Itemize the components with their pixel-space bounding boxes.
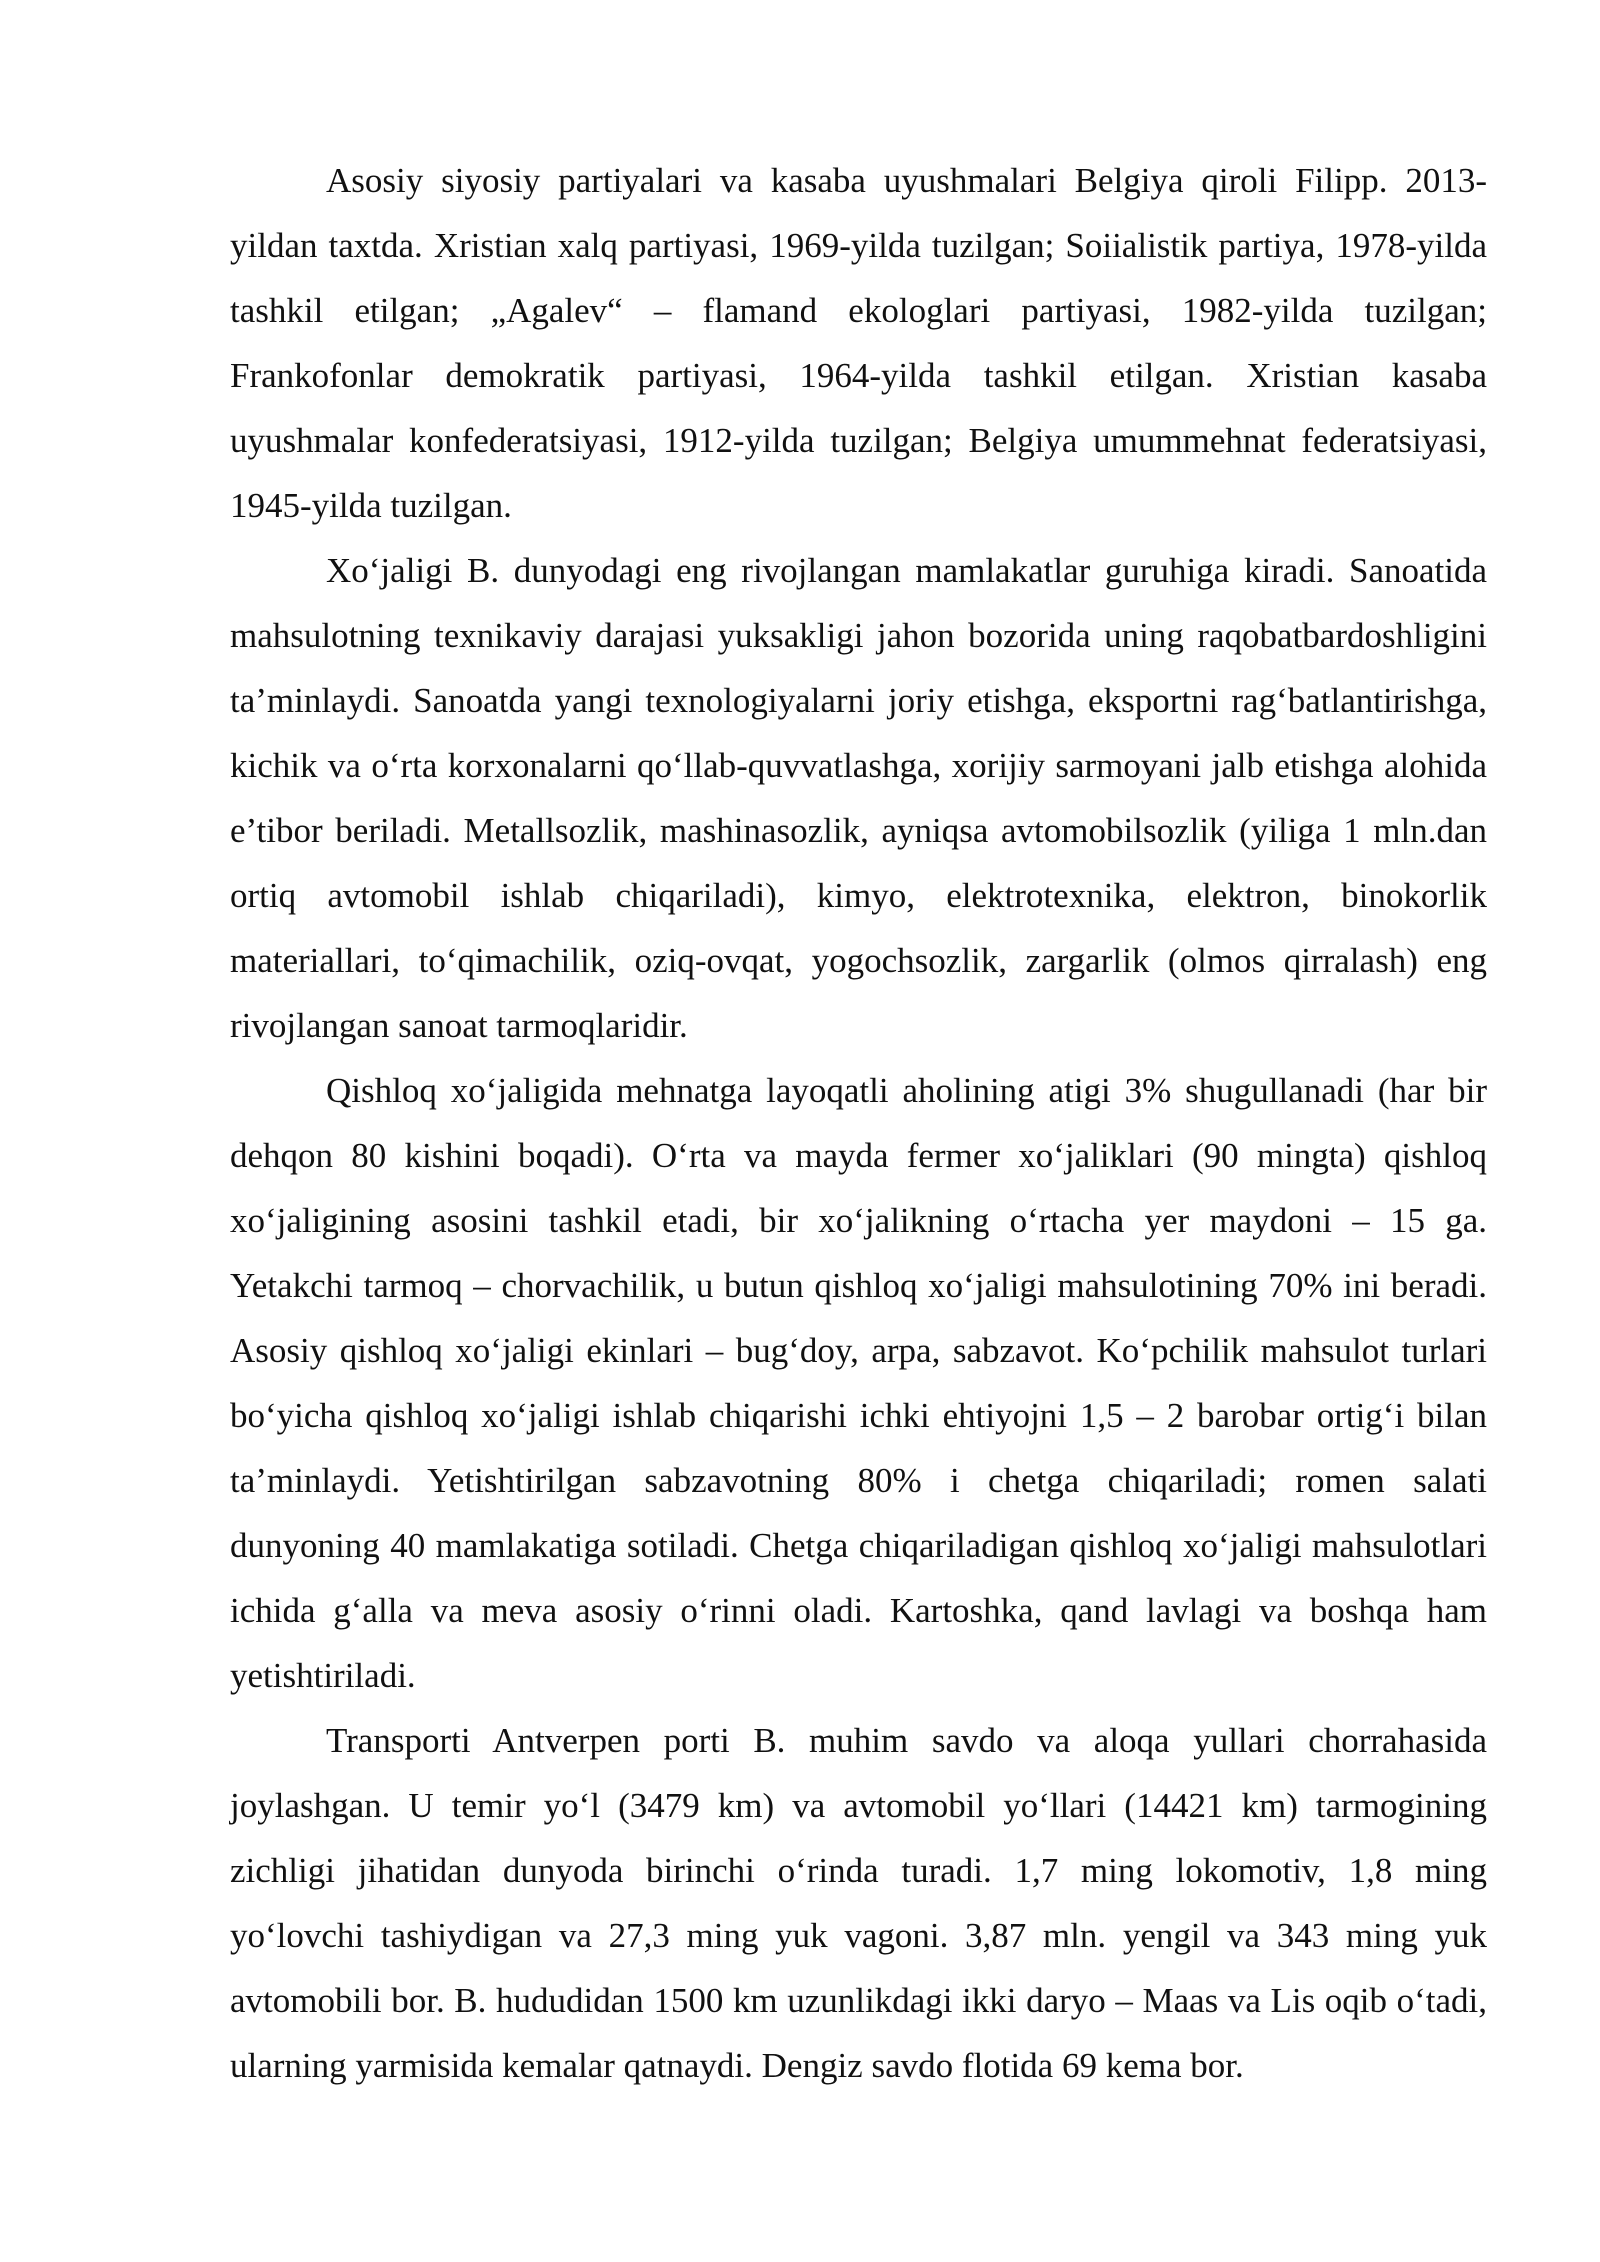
document-page bbox=[230, 148, 1487, 2098]
paragraph-transport: Transporti Antverpen porti B. muhim savdo va aloqa yullari chorrahasida joylashgan. U temir yo‘l (3479 km) va avtomobil yo‘llari (14421 km) tarmogining zichligi jihatidan dunyoda birinchi o‘rinda turadi. 1,7 ming lokomotiv, 1,8 ming yo‘lovchi tashiydigan va 27,3 ming yuk vagoni. 3,87 mln. yengil va 343 ming yuk avtomobili bor. B. hududidan 1500 km uzunlikdagi ikki daryo – Maas va Lis oqib o‘tadi, ularning yarmisida kemalar qatnaydi. Dengiz savdo flotida 69 kema bor. bbox=[230, 1721, 1487, 2085]
paragraph-political-parties: Asosiy siyosiy partiyalari va kasaba uyushmalari Belgiya qiroli Filipp. 2013-yildan taxtda. Xristian xalq partiyasi, 1969-yilda tuzilgan; Soiialistik partiya, 1978-yilda tashkil etilgan; „Agalev“ – flamand ekologlari partiyasi, 1982-yilda tuzilgan; Frankofonlar demokratik partiyasi, 1964-yilda tashkil etilgan. Xristian kasaba uyushmalar konfederatsiyasi, 1912-yilda tuzilgan; Belgiya umummehnat federatsiyasi, 1945-yilda tuzilgan. bbox=[230, 161, 1487, 525]
paragraph-agriculture: Qishloq xo‘jaligida mehnatga layoqatli aholining atigi 3% shugullanadi (har bir dehqon 80 kishini boqadi). O‘rta va mayda fermer xo‘jaliklari (90 mingta) qishloq xo‘jaligining asosini tashkil etadi, bir xo‘jalikning o‘rtacha yer maydoni – 15 ga. Yetakchi tarmoq – chorvachilik, u butun qishloq xo‘jaligi mahsulotining 70% ini beradi. Asosiy qishloq xo‘jaligi ekinlari – bug‘doy, arpa, sabzavot. Ko‘pchilik mahsulot turlari bo‘yicha qishloq xo‘jaligi ishlab chiqarishi ichki ehtiyojni 1,5 – 2 barobar ortig‘i bilan ta’minlaydi. Yetishtirilgan sabzavotning 80% i chetga chiqariladi; romen salati dunyoning 40 mamlakatiga sotiladi. Chetga chiqariladigan qishloq xo‘jaligi mahsulotlari ichida g‘alla va meva asosiy o‘rinni oladi. Kartoshka, qand lavlagi va boshqa ham yetishtiriladi. bbox=[230, 1071, 1487, 1695]
paragraph-economy: Xo‘jaligi B. dunyodagi eng rivojlangan mamlakatlar guruhiga kiradi. Sanoatida mahsulotning texnikaviy darajasi yuksakligi jahon bozorida uning raqobatbardoshligini ta’minlaydi. Sanoatda yangi texnologiyalarni joriy etishga, eksportni rag‘batlantirishga, kichik va o‘rta korxonalarni qo‘llab-quvvatlashga, xorijiy sarmoyani jalb etishga alohida e’tibor beriladi. Metallsozlik, mashinasozlik, ayniqsa avtomobilsozlik (yiliga 1 mln.dan ortiq avtomobil ishlab chiqariladi), kimyo, elektrotexnika, elektron, binokorlik materiallari, to‘qimachilik, oziq-ovqat, yogochsozlik, zargarlik (olmos qirralash) eng rivojlangan sanoat tarmoqlaridir. bbox=[230, 551, 1487, 1045]
